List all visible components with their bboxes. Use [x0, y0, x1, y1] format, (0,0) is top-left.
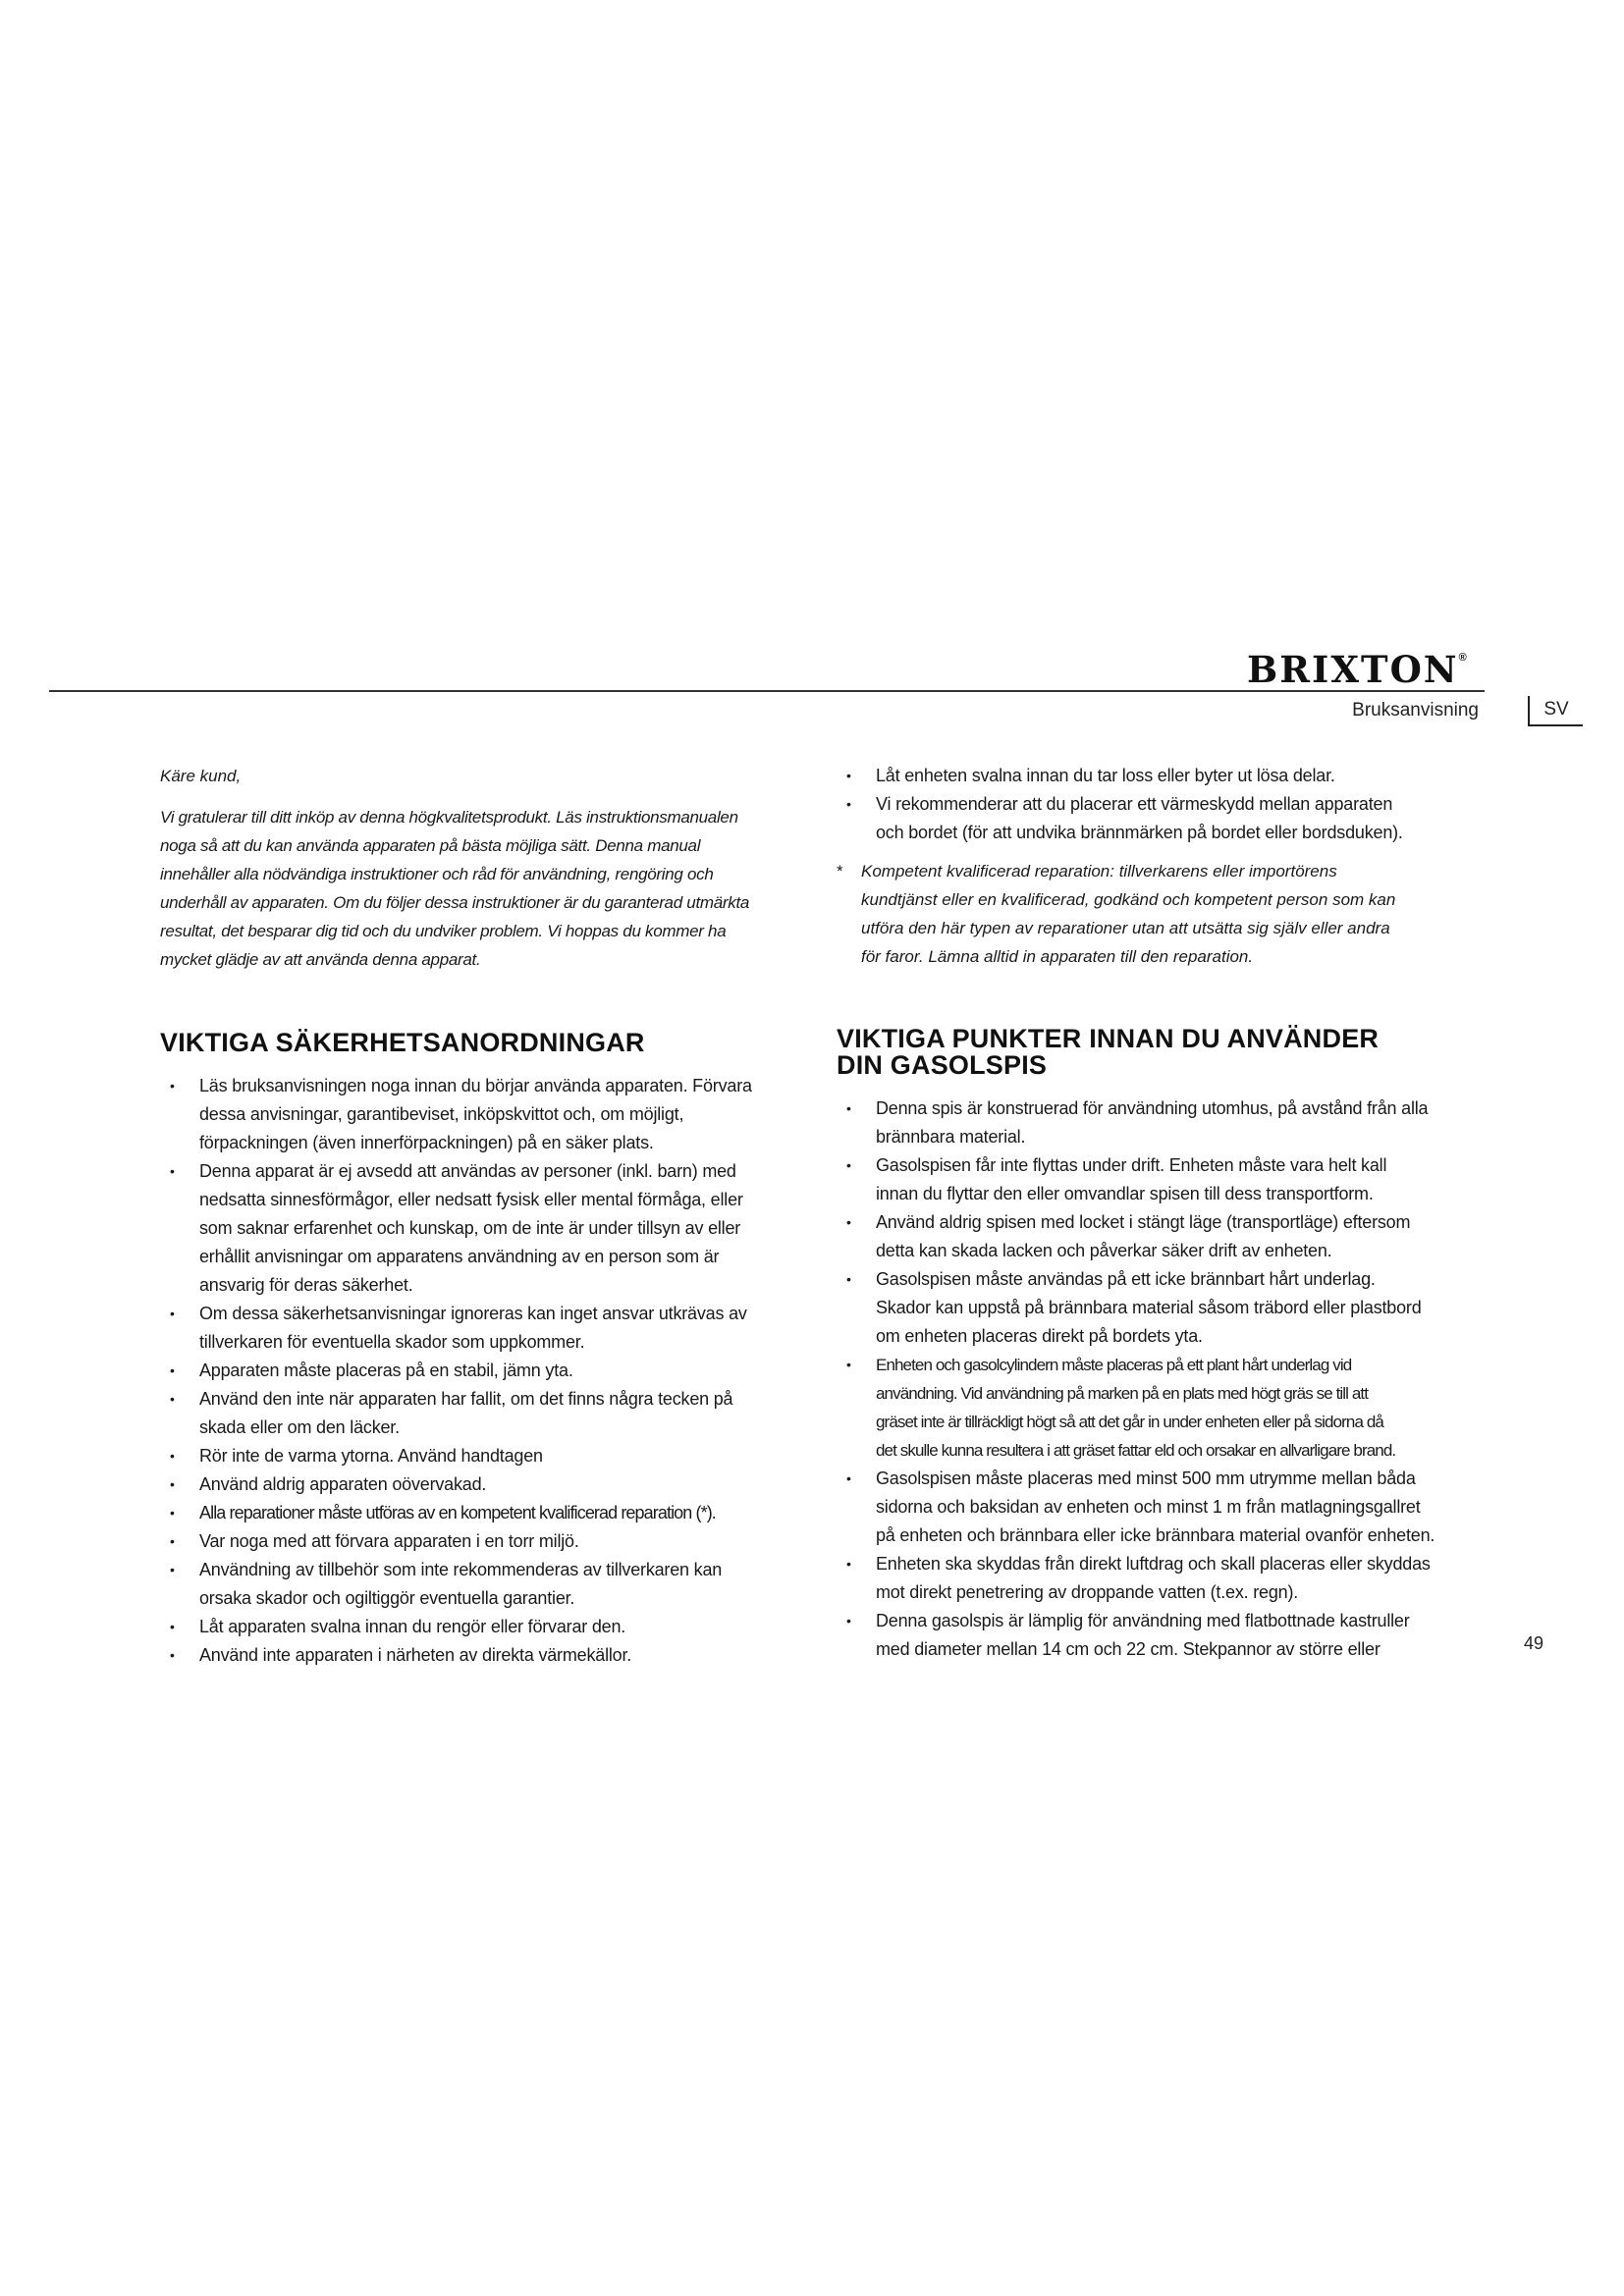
- list-item: • Vi rekommenderar att du placerar ett värmeskydd mellan apparaten och bordet (för att undvika brännmärken på bordet eller bordsduken).: [837, 790, 1475, 847]
- list-item: • Gasolspisen får inte flyttas under drift. Enheten måste vara helt kall innan du flyttar den eller omvandlar spisen till dess transportform.: [837, 1151, 1475, 1208]
- repair-footnote: * Kompetent kvalificerad reparation: tillverkarens eller importörens kundtjänst eller en kvalificerad, godkänd och kompetent person som kan utföra den här typen av reparationer utan att utsätta sig själv eller andra för faror. Lämna alltid in apparaten till den reparation.: [837, 857, 1475, 971]
- list-item: • Använd inte apparaten i närheten av direkta värmekällor.: [160, 1641, 798, 1670]
- list-item: • Gasolspisen måste placeras med minst 500 mm utrymme mellan båda sidorna och baksidan av enheten och minst 1 m från matlagningsgallret på enheten och brännbara eller icke brännbara material ovanför enheten.: [837, 1465, 1475, 1550]
- list-item: • Apparaten måste placeras på en stabil, jämn yta.: [160, 1357, 798, 1385]
- right-column: [837, 762, 1475, 1664]
- list-item: • Användning av tillbehör som inte rekommenderas av tillverkaren kan orsaka skador och ogiltiggör eventuella garantier.: [160, 1556, 798, 1613]
- intro-line: underhåll av apparaten. Om du följer dessa instruktioner är du garanterad utmärkta: [160, 893, 750, 912]
- page-number: 49: [1524, 1633, 1544, 1653]
- right-top-list: [837, 762, 1475, 847]
- list-item: • Använd aldrig apparaten oövervakad.: [160, 1470, 798, 1499]
- list-item: • Använd aldrig spisen med locket i stängt läge (transportläge) eftersom detta kan skada lacken och påverkar säker drift av enheten.: [837, 1208, 1475, 1265]
- list-item: • Alla reparationer måste utföras av en kompetent kvalificerad reparation (*).: [160, 1499, 798, 1527]
- intro-line: noga så att du kan använda apparaten på bästa möjliga sätt. Denna manual: [160, 836, 701, 855]
- list-item: • Gasolspisen måste användas på ett icke brännbart hårt underlag. Skador kan uppstå på brännbara material såsom träbord eller plastbord om enheten placeras direkt på bordets yta.: [837, 1265, 1475, 1351]
- intro-line: mycket glädje av att använda denna apparat.: [160, 950, 481, 969]
- before-use-heading: VIKTIGA PUNKTER INNAN DU ANVÄNDER DIN GASOLSPIS: [837, 1024, 1380, 1080]
- list-item: • Rör inte de varma ytorna. Använd handtagen: [160, 1442, 798, 1470]
- intro-line: innehåller alla nödvändiga instruktioner och råd för användning, rengöring och: [160, 865, 714, 883]
- list-item: • Om dessa säkerhetsanvisningar ignoreras kan inget ansvar utkrävas av tillverkaren för eventuella skador som uppkommer.: [160, 1300, 798, 1357]
- list-item: • Enheten och gasolcylindern måste placeras på ett plant hårt underlag vid användning. Vid användning på marken på en plats med högt gräs se till att gräset inte är tillräckligt högt så att det går in under enheten eller på sidorna då det skulle kunna resultera i att gräset fattar eld och orsakar en allvarligare brand.: [837, 1351, 1475, 1465]
- intro-paragraph: [160, 803, 798, 974]
- list-item: • Var noga med att förvara apparaten i en torr miljö.: [160, 1527, 798, 1556]
- list-item: • Denna gasolspis är lämplig för användning med flatbottnade kastruller med diameter mellan 14 cm och 22 cm. Stekpannor av större eller: [837, 1607, 1475, 1664]
- header-rule: [49, 690, 1485, 692]
- language-tab: SV: [1528, 696, 1583, 726]
- safety-list: [160, 1072, 798, 1670]
- manual-subtitle: Bruksanvisning: [1352, 700, 1479, 721]
- list-item: • Denna spis är konstruerad för användning utomhus, på avstånd från alla brännbara material.: [837, 1095, 1475, 1151]
- brand-logo: [1247, 648, 1467, 691]
- list-item: • Läs bruksanvisningen noga innan du börjar använda apparaten. Förvara dessa anvisningar, garantibeviset, inköpskvittot och, om möjligt, förpackningen (även innerförpackningen) på en säker plats.: [160, 1072, 798, 1157]
- list-item: • Enheten ska skyddas från direkt luftdrag och skall placeras eller skyddas mot direkt penetrering av droppande vatten (t.ex. regn).: [837, 1550, 1475, 1607]
- footnote-mark: *: [837, 862, 843, 881]
- list-item: • Låt enheten svalna innan du tar loss eller byter ut lösa delar.: [837, 762, 1475, 790]
- salutation: Käre kund,: [160, 767, 242, 785]
- intro-line: Vi gratulerar till ditt inköp av denna högkvalitetsprodukt. Läs instruktionsmanualen: [160, 808, 738, 827]
- left-column: [160, 762, 798, 1670]
- safety-heading: VIKTIGA SÄKERHETSANORDNINGAR: [160, 1028, 645, 1057]
- brand-name: BRIXTON: [1247, 648, 1459, 691]
- intro-line: resultat, det besparar dig tid och du undviker problem. Vi hoppas du kommer ha: [160, 922, 727, 940]
- list-item: • Låt apparaten svalna innan du rengör eller förvarar den.: [160, 1613, 798, 1641]
- before-use-list: [837, 1095, 1475, 1664]
- registered-mark: ®: [1458, 652, 1467, 664]
- list-item: • Använd den inte när apparaten har fallit, om det finns några tecken på skada eller om den läcker.: [160, 1385, 798, 1442]
- list-item: • Denna apparat är ej avsedd att användas av personer (inkl. barn) med nedsatta sinnesförmågor, eller nedsatt fysisk eller mental förmåga, eller som saknar erfarenhet och kunskap, om de inte är under tillsyn av eller erhållit anvisningar om apparatens användning av en person som är ansvarig för deras säkerhet.: [160, 1157, 798, 1300]
